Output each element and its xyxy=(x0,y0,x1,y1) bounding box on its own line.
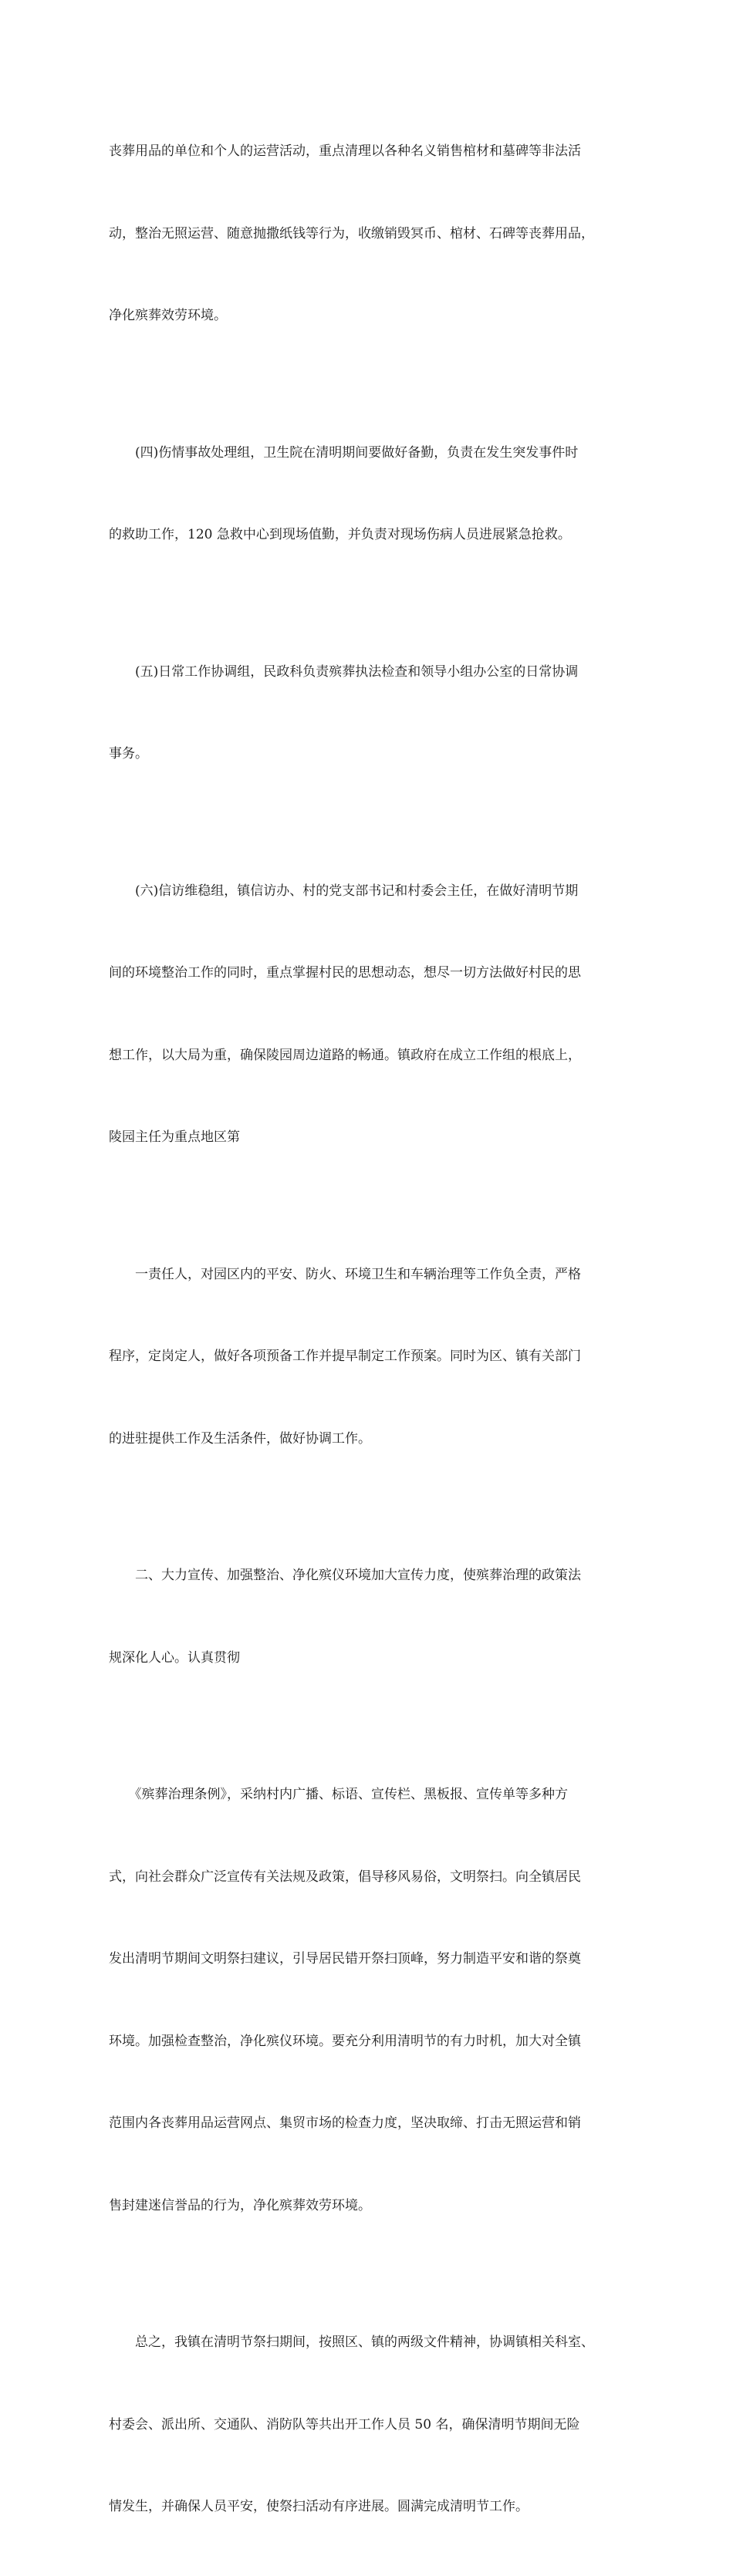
text-line: 的进驻提供工作及生活条件，做好协调工作。 xyxy=(109,1430,371,1447)
paragraph-petition-stability-group xyxy=(109,823,641,1207)
text-line: 的救助工作，120 急救中心到现场值勤，并负责对现场伤病人员进展紧急抢救。 xyxy=(109,527,571,542)
text-line: 村委会、派出所、交通队、消防队等共出开工作人员 50 名，确保清明节期间无险 xyxy=(109,2416,580,2433)
text-line: 环境。加强检查整治，净化殡仪环境。要充分利用清明节的有力时机，加大对全镇 xyxy=(109,2033,581,2049)
text-line: 发出清明节期间文明祭扫建议，引导居民错开祭扫顶峰，努力制造平安和谐的祭奠 xyxy=(109,1951,581,1967)
paragraph-daily-coordination-group xyxy=(109,604,641,823)
paragraph-responsible-person xyxy=(109,1207,641,1508)
text-line: 程序，定岗定人，做好各项预备工作并提早制定工作预案。同时为区、镇有关部门 xyxy=(109,1349,581,1364)
paragraph-section-two-heading xyxy=(109,1507,641,1727)
text-line: 陵园主任为重点地区第 xyxy=(109,1129,240,1145)
text-line: (五)日常工作协调组，民政科负责殡葬执法检查和领导小组办公室的日常协调 xyxy=(109,663,579,680)
text-line: 范围内各丧葬用品运营网点、集贸市场的检查力度，坚决取缔、打击无照运营和销 xyxy=(109,2115,581,2131)
text-line: 规深化人心。认真贯彻 xyxy=(109,1649,240,1666)
text-line: 情发生，并确保人员平安，使祭扫活动有序进展。圆满完成清明节工作。 xyxy=(109,2499,529,2514)
paragraph-publicity-regulations xyxy=(109,1727,641,2274)
text-line: 想工作，以大局为重，确保陵园周边道路的畅通。镇政府在成立工作组的根底上， xyxy=(109,1047,581,1063)
text-line: 式，向社会群众广泛宣传有关法规及政策，倡导移风易俗，文明祭扫。向全镇居民 xyxy=(109,1869,581,1885)
text-line: (四)伤情事故处理组，卫生院在清明期间要做好备勤，负责在发生突发事件时 xyxy=(109,444,579,461)
text-line: 二、大力宣传、加强整治、净化殡仪环境加大宣传力度，使殡葬治理的政策法 xyxy=(109,1568,581,1583)
text-line: 丧葬用品的单位和个人的运营活动，重点清理以各种名义销售棺材和墓碑等非法活 xyxy=(109,143,581,159)
text-line: 一责任人，对园区内的平安、防火、环境卫生和车辆治理等工作负全责，严格 xyxy=(109,1266,581,1282)
paragraph-summary xyxy=(109,2274,641,2576)
text-line: 事务。 xyxy=(109,746,148,761)
paragraph-funeral-goods-cleanup xyxy=(109,83,641,385)
text-line: 间的环境整治工作的同时，重点掌握村民的思想动态，想尽一切方法做好村民的思 xyxy=(109,965,581,981)
text-line: 《殡葬治理条例》，采纳村内广播、标语、宣传栏、黑板报、宣传单等多种方 xyxy=(109,1787,568,1802)
text-line: 动，整治无照运营、随意抛撒纸钱等行为，收缴销毁冥币、棺材、石碑等丧葬用品， xyxy=(109,225,594,241)
text-line: (六)信访维稳组，镇信访办、村的党支部书记和村委会主任，在做好清明节期 xyxy=(109,883,579,899)
text-line: 售封建迷信誉品的行为，净化殡葬效劳环境。 xyxy=(109,2197,371,2213)
text-line: 净化殡葬效劳环境。 xyxy=(109,308,227,323)
text-line: 总之，我镇在清明节祭扫期间，按照区、镇的两级文件精神，协调镇相关科室、 xyxy=(109,2335,594,2350)
document-body xyxy=(109,83,641,2576)
paragraph-injury-accident-group xyxy=(109,385,641,604)
